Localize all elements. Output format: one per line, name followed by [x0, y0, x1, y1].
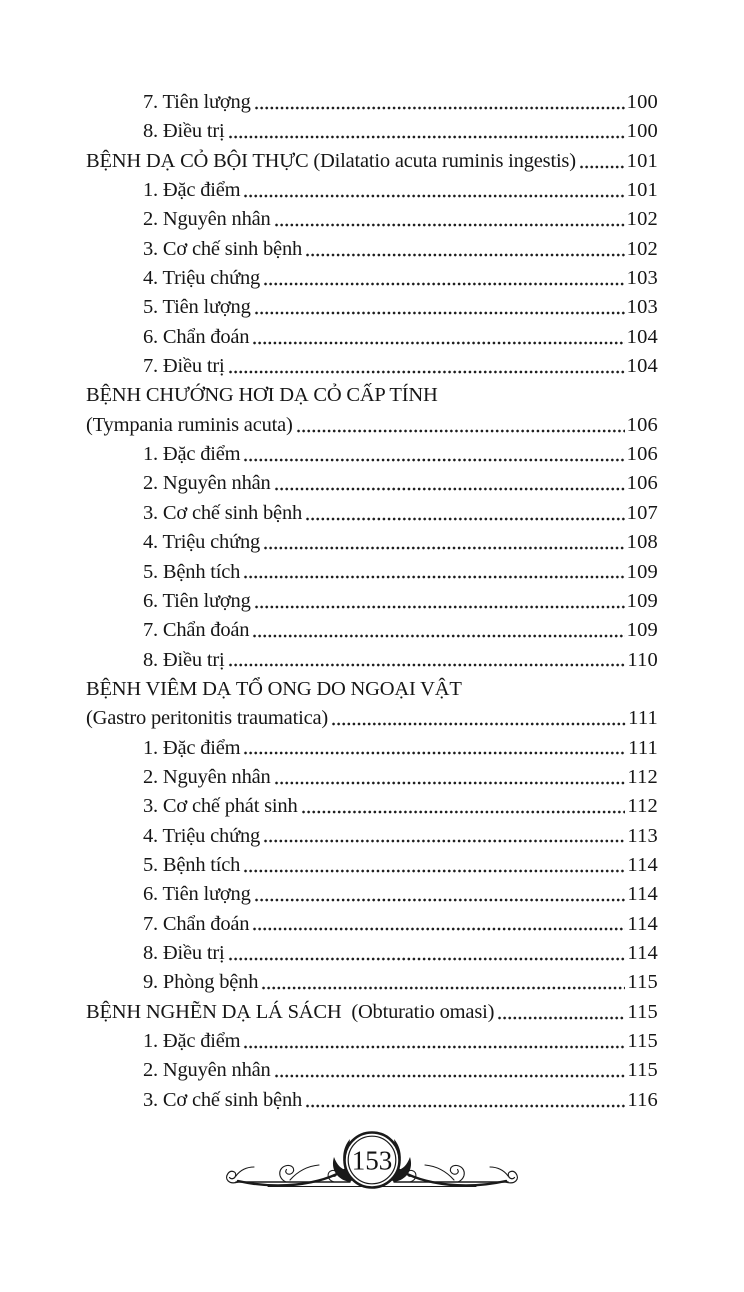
- toc-entry-label: 7. Điều trị: [143, 355, 225, 378]
- toc-entry-label: 2. Nguyên nhân: [143, 1059, 271, 1082]
- toc-entry-page: 110: [627, 648, 658, 671]
- dot-leader: [254, 880, 626, 909]
- toc-entry-label: 4. Triệu chứng: [143, 824, 261, 847]
- toc-entry-label: 9. Phòng bệnh: [143, 971, 259, 994]
- toc-entry-page: 102: [626, 237, 658, 260]
- toc-entry-label: (Tympania ruminis acuta): [86, 413, 293, 436]
- toc-entry-page: 109: [626, 619, 658, 642]
- toc-entry-page: 111: [628, 707, 658, 730]
- page-footer-ornament: [222, 1126, 522, 1200]
- toc-entry-page: 114: [627, 912, 658, 935]
- dot-leader: [579, 147, 625, 176]
- toc-entry: [86, 499, 658, 528]
- toc-entry-label: BỆNH VIÊM DẠ TỔ ONG DO NGOẠI VẬT: [86, 677, 462, 700]
- toc-entry: [86, 822, 658, 851]
- toc-entry-label: 1. Đặc điểm: [143, 736, 241, 759]
- toc-entry-page: 104: [626, 325, 658, 348]
- dot-leader: [274, 205, 625, 234]
- toc-entry: [86, 792, 658, 821]
- toc-entry-label: 3. Cơ chế sinh bệnh: [143, 1088, 303, 1111]
- toc-entry: [86, 646, 658, 675]
- page-number: 153: [351, 1145, 393, 1176]
- toc-entry: [86, 352, 658, 381]
- toc-entry: [86, 1027, 658, 1056]
- toc-entry-label: 2. Nguyên nhân: [143, 208, 271, 231]
- dot-leader: [254, 587, 625, 616]
- toc-entry: [86, 528, 658, 557]
- toc-entry: [86, 880, 658, 909]
- toc-entry: [86, 117, 658, 146]
- dot-leader: [243, 558, 624, 587]
- toc-entry-label: 8. Điều trị: [143, 941, 225, 964]
- toc-entry-label: 1. Đặc điểm: [143, 443, 241, 466]
- toc-entry-page: 111: [628, 736, 658, 759]
- toc-entry-page: 100: [626, 91, 658, 113]
- toc-entry-label: 7. Tiên lượng: [143, 91, 251, 113]
- dot-leader: [305, 1086, 625, 1115]
- toc-entry: [86, 469, 658, 498]
- toc-entry: [86, 205, 658, 234]
- toc-entry-page: 114: [627, 853, 658, 876]
- toc-entry: [86, 264, 658, 293]
- toc-entry: [86, 998, 658, 1027]
- toc-entry: [86, 910, 658, 939]
- dot-leader: [252, 323, 624, 352]
- toc-entry-label: 1. Đặc điểm: [143, 179, 241, 202]
- toc-entry: [86, 616, 658, 645]
- toc-entry: [86, 411, 658, 440]
- toc-entry-label: 2. Nguyên nhân: [143, 765, 271, 788]
- toc-entry-label: 8. Điều trị: [143, 648, 225, 671]
- toc-entry-label: BỆNH NGHẼN DẠ LÁ SÁCH (Obturatio omasi): [86, 1000, 495, 1023]
- toc-entry: [86, 147, 658, 176]
- dot-leader: [261, 968, 625, 997]
- toc-entry-page: 114: [627, 883, 658, 906]
- toc-entry-label: 6. Tiên lượng: [143, 883, 251, 906]
- dot-leader: [296, 411, 625, 440]
- dot-leader: [274, 469, 625, 498]
- toc-entry: [86, 293, 658, 322]
- toc-entry-page: 115: [627, 1059, 658, 1082]
- toc-entry: [86, 939, 658, 968]
- dot-leader: [243, 176, 624, 205]
- toc-entry-page: 114: [627, 941, 658, 964]
- toc-entry-page: 102: [626, 208, 658, 231]
- dot-leader: [331, 704, 626, 733]
- toc-entry-label: 7. Chẩn đoán: [143, 619, 250, 642]
- toc-entry-page: 103: [626, 296, 658, 319]
- dot-leader: [254, 88, 625, 117]
- toc-entry-label: 4. Triệu chứng: [143, 531, 261, 554]
- toc-entry-label: 2. Nguyên nhân: [143, 472, 271, 495]
- dot-leader: [243, 734, 626, 763]
- toc-entry: [86, 176, 658, 205]
- toc-entry-page: 115: [627, 971, 658, 994]
- toc-entry-label: 5. Bệnh tích: [143, 853, 241, 876]
- dot-leader: [228, 352, 625, 381]
- toc-entry-page: 106: [626, 413, 658, 436]
- toc-entry: [86, 734, 658, 763]
- toc-entry-label: 6. Tiên lượng: [143, 589, 251, 612]
- toc-entry-page: 101: [626, 179, 658, 202]
- dot-leader: [243, 851, 625, 880]
- toc-entry-page: 106: [626, 472, 658, 495]
- dot-leader: [252, 910, 625, 939]
- dot-leader: [274, 1056, 626, 1085]
- toc-entry-page: 101: [626, 149, 658, 172]
- toc-entry: [86, 968, 658, 997]
- toc-entry-page: 115: [627, 1000, 658, 1023]
- toc-entry-label: 6. Chẩn đoán: [143, 325, 250, 348]
- dot-leader: [243, 1027, 625, 1056]
- dot-leader: [228, 117, 625, 146]
- dot-leader: [263, 822, 625, 851]
- toc-entry-label: 3. Cơ chế phát sinh: [143, 795, 298, 818]
- dot-leader: [263, 528, 625, 557]
- toc-entry-label: 5. Bệnh tích: [143, 560, 241, 583]
- toc-entry: [86, 704, 658, 733]
- toc-entry-label: 3. Cơ chế sinh bệnh: [143, 237, 303, 260]
- toc-entry-label: 7. Chẩn đoán: [143, 912, 250, 935]
- toc-entry-label: 3. Cơ chế sinh bệnh: [143, 501, 303, 524]
- dot-leader: [274, 763, 626, 792]
- toc-entry-page: 100: [626, 120, 658, 143]
- toc-entry: [86, 587, 658, 616]
- toc-entry: [86, 1056, 658, 1085]
- toc-entry-label: 5. Tiên lượng: [143, 296, 251, 319]
- toc-entry-page: 108: [626, 531, 658, 554]
- toc-list: [86, 88, 658, 1115]
- toc-entry-label: (Gastro peritonitis traumatica): [86, 707, 328, 730]
- dot-leader: [228, 646, 626, 675]
- toc-entry-label: 4. Triệu chứng: [143, 267, 261, 290]
- toc-entry: [86, 851, 658, 880]
- toc-entry-page: 112: [627, 765, 658, 788]
- toc-entry-label: 8. Điều trị: [143, 120, 225, 143]
- toc-entry: [86, 763, 658, 792]
- dot-leader: [228, 939, 626, 968]
- toc-entry-page: 107: [626, 501, 658, 524]
- dot-leader: [305, 499, 625, 528]
- dot-leader: [263, 264, 625, 293]
- toc-entry-page: 109: [626, 560, 658, 583]
- toc-entry-page: 103: [626, 267, 658, 290]
- toc-entry: [86, 558, 658, 587]
- toc-entry: [86, 323, 658, 352]
- dot-leader: [497, 998, 625, 1027]
- dot-leader: [301, 792, 626, 821]
- toc-entry: [86, 235, 658, 264]
- toc-entry: [86, 440, 658, 469]
- toc-entry-label: 1. Đặc điểm: [143, 1030, 241, 1052]
- dot-leader: [254, 293, 625, 322]
- toc-entry-label: BỆNH CHƯỚNG HƠI DẠ CỎ CẤP TÍNH: [86, 384, 438, 407]
- toc-entry: [86, 1086, 658, 1115]
- toc-entry-page: 106: [626, 443, 658, 466]
- toc-entry-page: 115: [627, 1030, 658, 1052]
- toc-entry-page: 104: [626, 355, 658, 378]
- toc-entry: [86, 381, 658, 410]
- toc-entry-page: 109: [626, 589, 658, 612]
- toc-entry-page: 112: [627, 795, 658, 818]
- toc-entry: [86, 675, 658, 704]
- toc-entry: [86, 88, 658, 117]
- dot-leader: [252, 616, 624, 645]
- toc-entry-page: 113: [627, 824, 658, 847]
- toc-entry-page: 116: [627, 1088, 658, 1111]
- dot-leader: [305, 235, 625, 264]
- toc-entry-label: BỆNH DẠ CỎ BỘI THỰC (Dilatatio acuta ruminis ingestis): [86, 149, 576, 172]
- dot-leader: [243, 440, 624, 469]
